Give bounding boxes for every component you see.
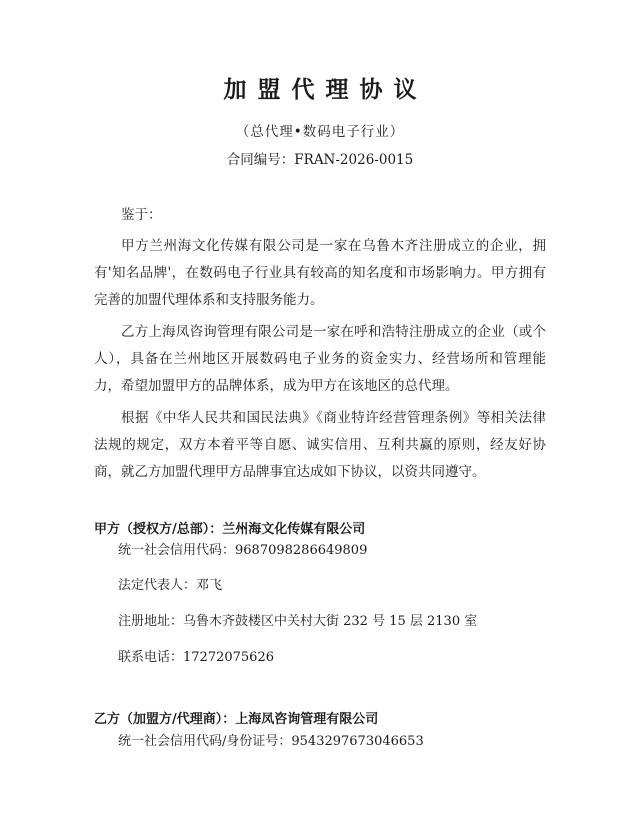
party-a-credit-code: 统一社会信用代码：9687098286649809 [118,543,368,558]
recital-paragraph-legal-basis: 根据《中华人民共和国民法典》《商业特许经营管理条例》等相关法律法规的规定，双方本着平等自愿、诚实信用、互利共赢的原则，经友好协商，就乙方加盟代理甲方品牌事宜达成如下协议，以资共同遵守。 [94,410,546,480]
party-a-legal-representative: 法定代表人：邓飞 [118,578,223,593]
recital-paragraph-party-a: 甲方兰州海文化传媒有限公司是一家在乌鲁木齐注册成立的企业，拥有'知名品牌'，在数码电子行业具有较高的知名度和市场影响力。甲方拥有完善的加盟代理体系和支持服务能力。 [94,238,546,308]
party-b-credit-code: 统一社会信用代码/身份证号：9543297673046653 [118,734,424,749]
document-title: 加盟代理协议 [223,77,428,103]
document-subtitle: （总代理•数码电子行业） [235,124,405,140]
party-a-phone: 联系电话：17272075626 [118,650,274,665]
contract-number: 合同编号：FRAN-2026-0015 [226,152,414,168]
party-a-heading: 甲方（授权方/总部）：兰州海文化传媒有限公司 [94,522,366,537]
party-b-heading: 乙方（加盟方/代理商）：上海凤咨询管理有限公司 [94,712,379,727]
party-a-address: 注册地址：乌鲁木齐鼓楼区中关村大街 232 号 15 层 2130 室 [118,614,478,629]
whereas-label: 鉴于： [121,207,162,223]
recital-paragraph-party-b: 乙方上海凤咨询管理有限公司是一家在呼和浩特注册成立的企业（或个人），具备在兰州地区开展数码电子业务的资金实力、经营场所和管理能力，希望加盟甲方的品牌体系，成为甲方在该地区的总代理。 [94,324,546,394]
